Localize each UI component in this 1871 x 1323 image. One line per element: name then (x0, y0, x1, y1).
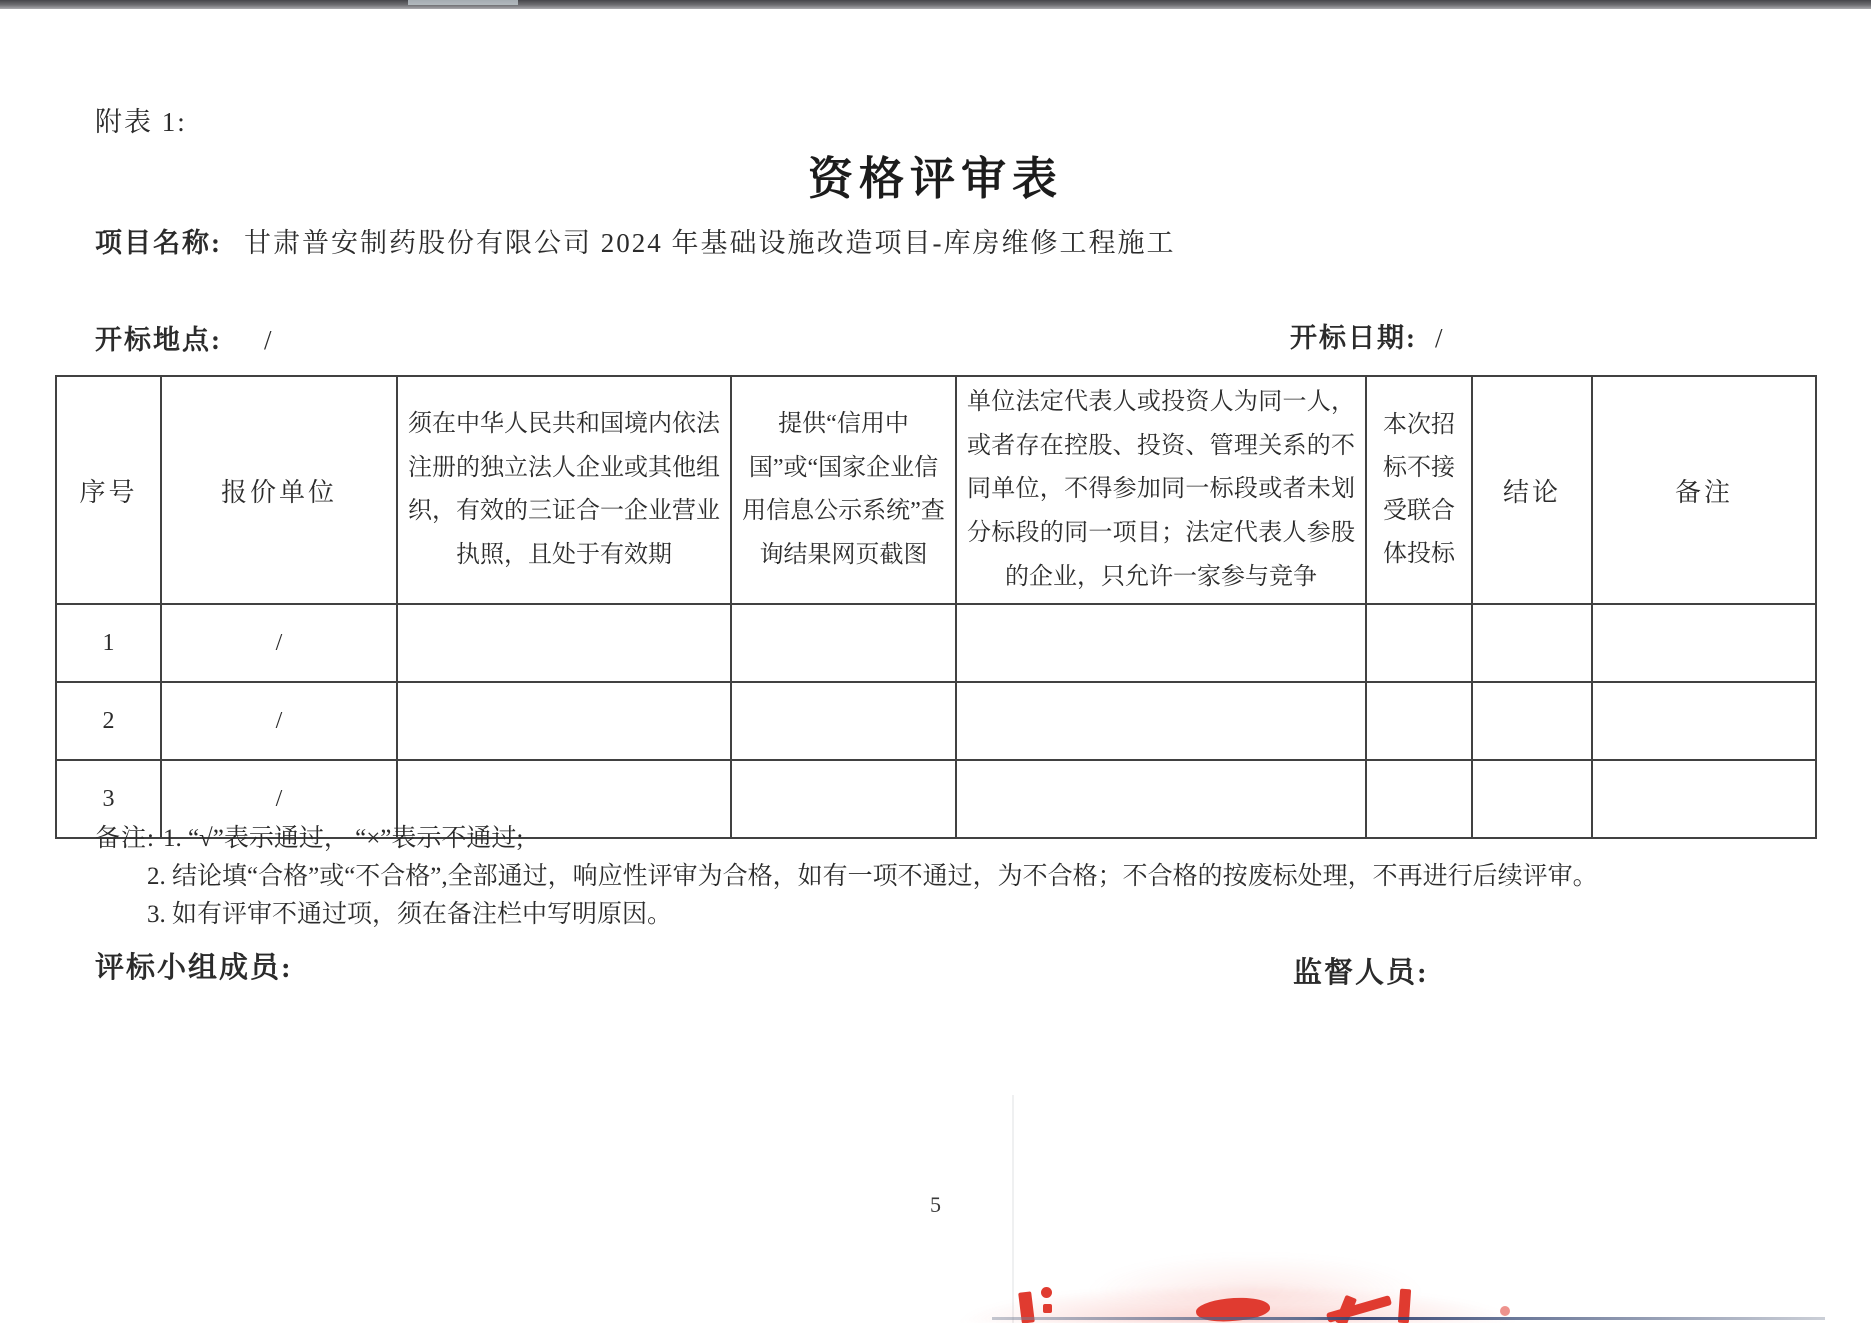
attachment-label: 附表 1: (95, 107, 187, 137)
supervisor-label: 监督人员: (1293, 957, 1429, 989)
cell-conclusion (1472, 604, 1592, 682)
cell-remarks (1592, 604, 1816, 682)
note-item-2: 2. 结论填“合格”或“不合格”,全部通过，响应性评审为合格，如有一项不通过，为不合格；不合格的按废标处理，不再进行后续评审。 (147, 863, 1598, 890)
table-header-row (56, 376, 1816, 604)
column-header-credit: 提供“信用中国”或“国家企业信用信息公示系统”查询结果网页截图 (731, 376, 956, 604)
column-header-remarks: 备注 (1592, 376, 1816, 604)
column-header-legal-rep: 单位法定代表人或投资人为同一人，或者存在控股、投资、管理关系的不同单位，不得参加同一标段或者未划分标段的同一项目；法定代表人参股的企业，只允许一家参与竞争 (956, 376, 1366, 604)
column-header-registration: 须在中华人民共和国境内依法注册的独立法人企业或其他组织，有效的三证合一企业营业执照，且处于有效期 (397, 376, 731, 604)
column-header-seq: 序号 (56, 376, 161, 604)
cell-seq: 2 (56, 682, 161, 760)
bid-location-line (95, 318, 274, 357)
scan-edge-artifact (0, 0, 1871, 9)
page-number: 5 (930, 1192, 941, 1217)
project-name-line (95, 221, 1176, 260)
bid-location-label: 开标地点: (95, 325, 222, 355)
cell-bidder: / (161, 604, 397, 682)
cell-consortium (1366, 604, 1472, 682)
column-header-conclusion: 结论 (1472, 376, 1592, 604)
cell-bidder: / (161, 760, 397, 838)
bid-date-label: 开标日期: (1290, 323, 1417, 353)
column-header-bidder: 报价单位 (161, 376, 397, 604)
cell-consortium (1366, 682, 1472, 760)
qualification-review-table (55, 375, 1817, 839)
cell-seq: 3 (56, 760, 161, 838)
red-stamp-fragment (1043, 1304, 1052, 1313)
bid-date-value: / (1435, 323, 1445, 353)
scan-edge-notch (408, 0, 518, 5)
cell-credit (731, 682, 956, 760)
table-row (56, 682, 1816, 760)
cell-registration (397, 682, 731, 760)
red-stamp-fragment (1500, 1306, 1510, 1316)
cell-credit (731, 604, 956, 682)
cell-legal-rep (956, 604, 1366, 682)
column-header-consortium: 本次招标不接受联合体投标 (1366, 376, 1472, 604)
project-name-value: 甘肃普安制药股份有限公司 2024 年基础设施改造项目-库房维修工程施工 (244, 228, 1176, 258)
cell-legal-rep (956, 682, 1366, 760)
cell-conclusion (1472, 682, 1592, 760)
scan-edge-artifact-bottom (992, 1317, 1825, 1320)
project-name-label: 项目名称: (95, 228, 222, 258)
red-stamp-fragment (1041, 1287, 1052, 1298)
table-row (56, 604, 1816, 682)
cell-seq: 1 (56, 604, 161, 682)
note-line-1 (95, 820, 1825, 858)
notes-block (95, 820, 1825, 934)
cell-remarks (1592, 682, 1816, 760)
evaluation-team-label: 评标小组成员: (95, 952, 293, 984)
notes-label: 备注: (95, 825, 155, 852)
cell-registration (397, 604, 731, 682)
cell-bidder: / (161, 682, 397, 760)
note-item-3: 3. 如有评审不通过项，须在备注栏中写明原因。 (147, 901, 673, 928)
bid-date-line (1290, 316, 1445, 355)
bid-location-value: / (264, 325, 274, 355)
note-item-1: 1. “√”表示通过， “×”表示不通过; (162, 825, 524, 852)
page-title: 资格评审表 (807, 154, 1063, 204)
